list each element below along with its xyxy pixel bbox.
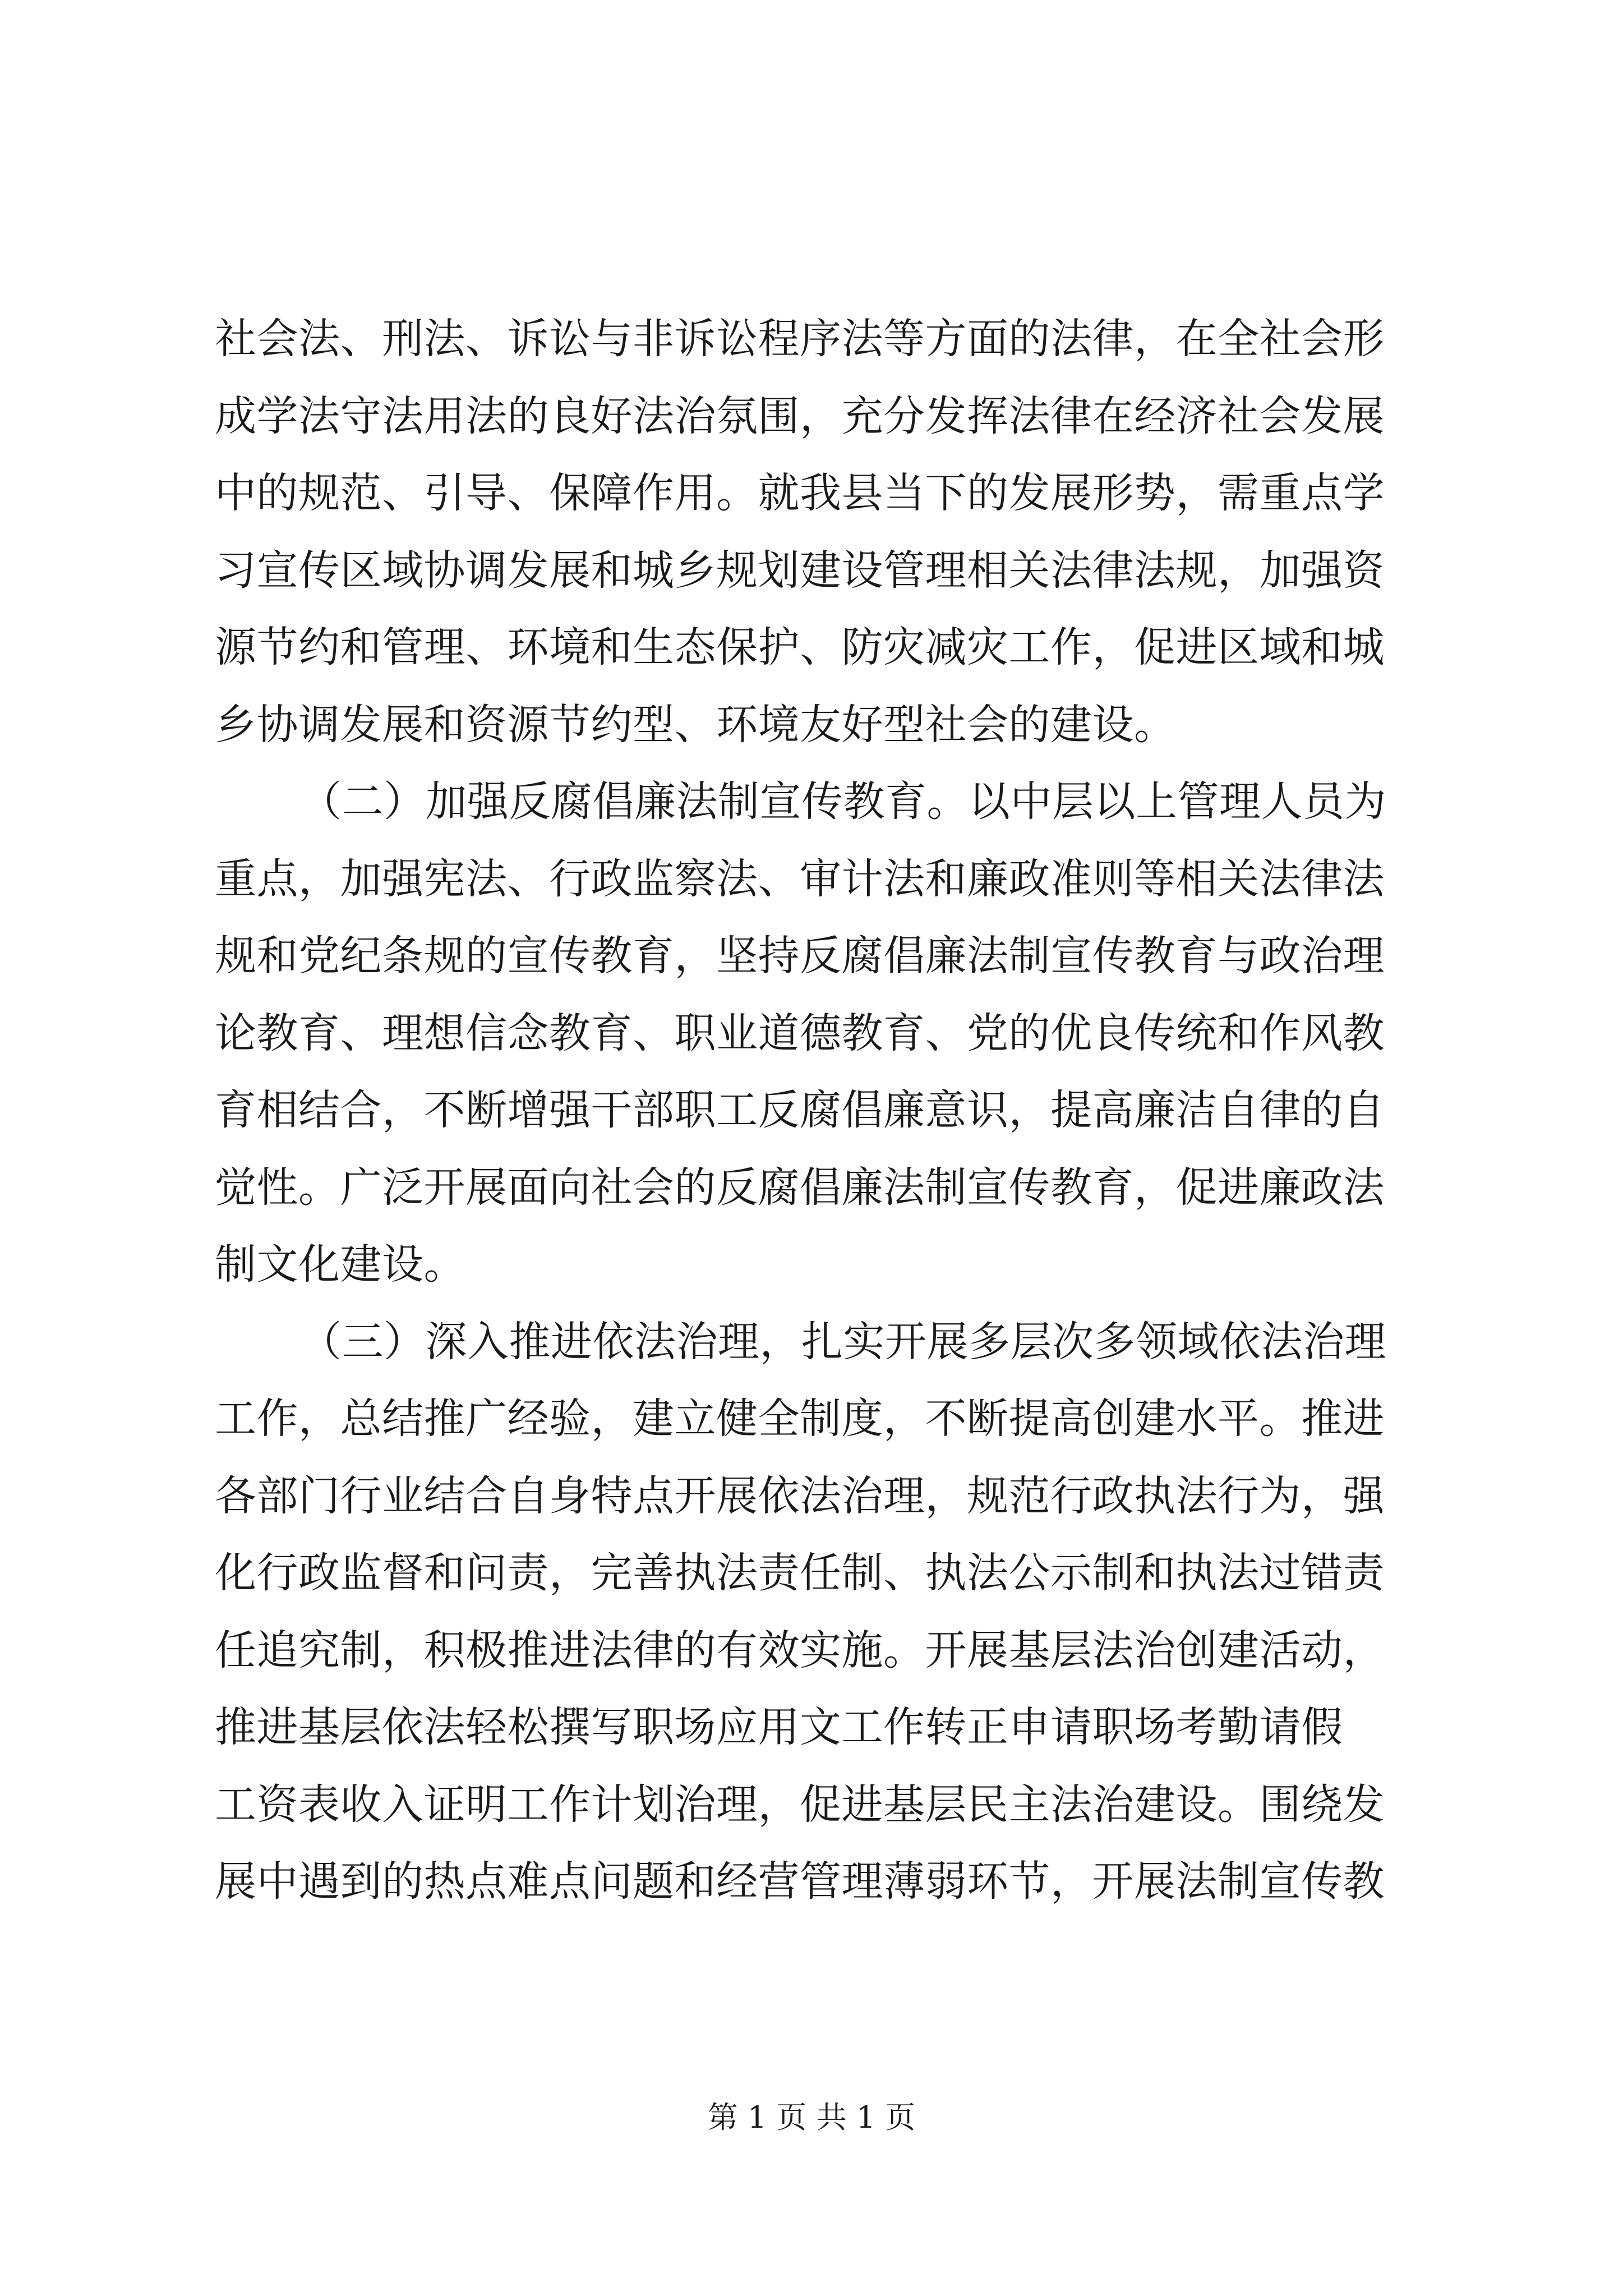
text-line: 成学法守法用法的良好法治氛围，充分发挥法律在经济社会发展 (215, 392, 1385, 440)
text-line: 源节约和管理、环境和生态保护、防灾减灾工作，促进区域和城 (215, 623, 1385, 671)
paragraph-start-line: （三）深入推进依法治理，扎实开展多层次多领域依法治理 (300, 1317, 1386, 1366)
paragraph-start-line: （二）加强反腐倡廉法制宣传教育。以中层以上管理人员为 (300, 777, 1386, 826)
text-line: 展中遇到的热点难点问题和经营管理薄弱环节，开展法制宣传教 (215, 1857, 1385, 1906)
text-line: 工作，总结推广经验，建立健全制度，不断提高创建水平。推进 (215, 1395, 1385, 1443)
text-line: 育相结合，不断增强干部职工反腐倡廉意识，提高廉洁自律的自 (215, 1086, 1385, 1134)
text-line: 任追究制，积极推进法律的有效实施。开展基层法治创建活动， (215, 1626, 1385, 1674)
text-line: 工资表收入证明工作计划治理，促进基层民主法治建设。围绕发 (215, 1780, 1385, 1829)
text-line: 化行政监督和问责，完善执法责任制、执法公示制和执法过错责 (215, 1549, 1385, 1597)
text-line: 重点，加强宪法、行政监察法、审计法和廉政准则等相关法律法 (215, 854, 1385, 903)
text-line: 习宣传区域协调发展和城乡规划建设管理相关法律法规，加强资 (215, 546, 1385, 595)
page-number-footer: 第 1 页 共 1 页 (707, 2100, 916, 2135)
text-line: 中的规范、引导、保障作用。就我县当下的发展形势，需重点学 (215, 469, 1385, 517)
text-line: 乡协调发展和资源节约型、环境友好型社会的建设。 (215, 700, 1176, 749)
text-line: 觉性。广泛开展面向社会的反腐倡廉法制宣传教育，促进廉政法 (215, 1163, 1385, 1212)
text-line: 论教育、理想信念教育、职业道德教育、党的优良传统和作风教 (215, 1009, 1385, 1057)
text-line: 制文化建设。 (215, 1240, 465, 1289)
document-body (215, 301, 1409, 1921)
text-line: 各部门行业结合自身特点开展依法治理，规范行政执法行为，强 (215, 1471, 1385, 1520)
text-line: 推进基层依法轻松撰写职场应用文工作转正申请职场考勤请假 (215, 1703, 1343, 1751)
text-line: 规和党纪条规的宣传教育，坚持反腐倡廉法制宣传教育与政治理 (215, 932, 1385, 980)
text-line: 社会法、刑法、诉讼与非诉讼程序法等方面的法律，在全社会形 (215, 315, 1385, 363)
